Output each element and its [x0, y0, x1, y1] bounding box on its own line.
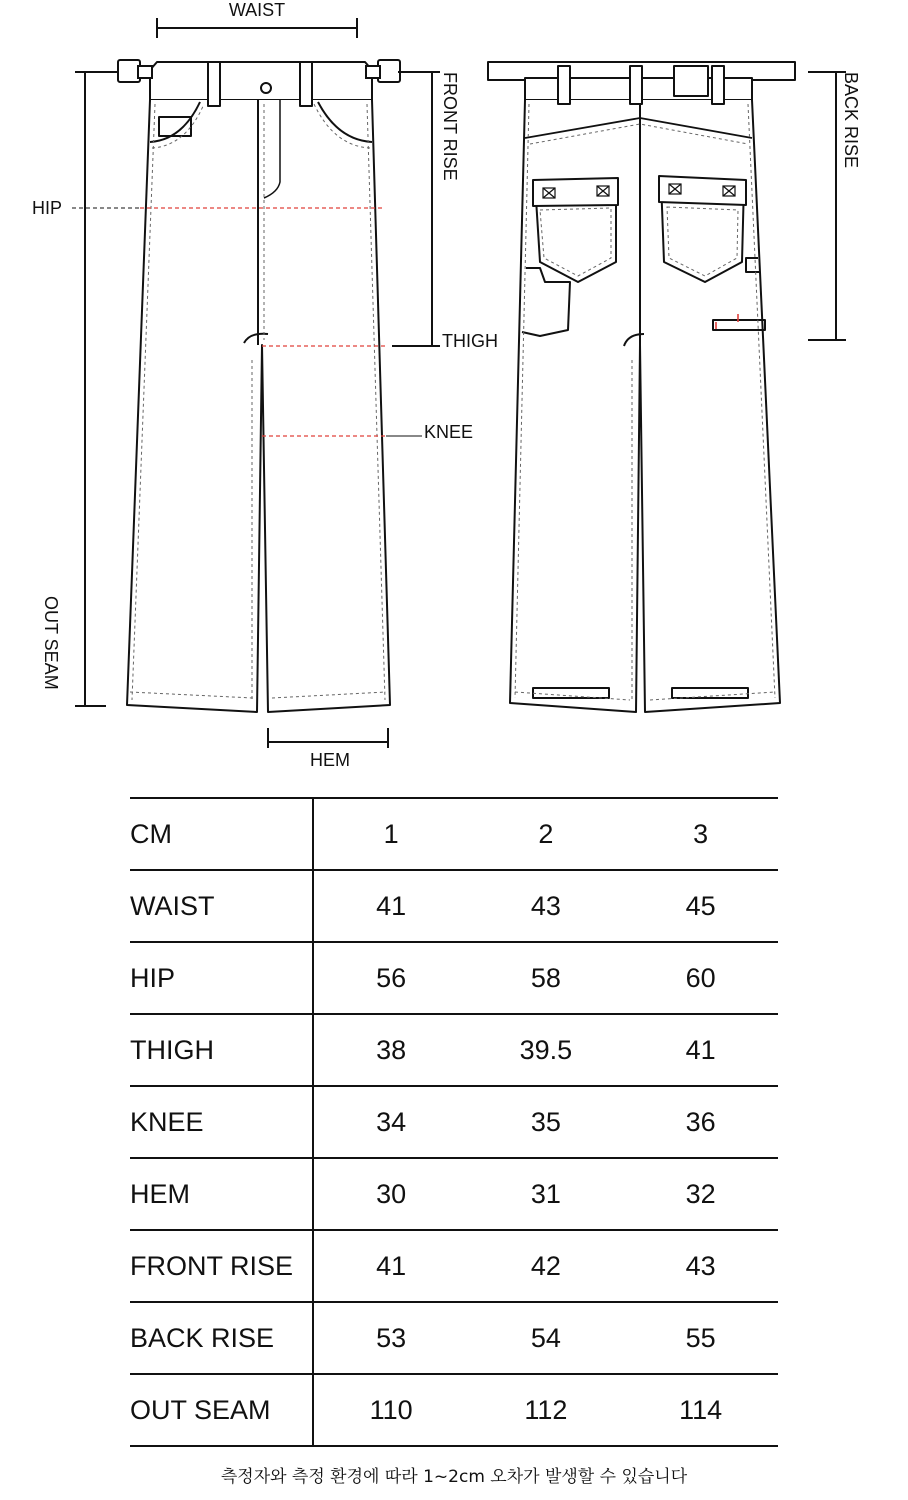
table-row [130, 1230, 778, 1302]
cell: 43 [623, 1230, 778, 1302]
row-label: KNEE [130, 1086, 313, 1158]
cell: 41 [313, 1230, 469, 1302]
cell: 38 [313, 1014, 469, 1086]
row-label: HIP [130, 942, 313, 1014]
row-label: WAIST [130, 870, 313, 942]
table-row [130, 1302, 778, 1374]
cell: 114 [623, 1374, 778, 1446]
waist-label: WAIST [228, 0, 286, 20]
back-rise-label: BACK RISE [841, 72, 861, 169]
back-view-pants [488, 62, 795, 712]
measurement-footnote: 측정자와 측정 환경에 따라 1~2cm 오차가 발생할 수 있습니다 [220, 1467, 688, 1487]
table-header-row [130, 798, 778, 870]
table-row [130, 1374, 778, 1446]
front-rise-label: FRONT RISE [440, 72, 460, 181]
row-label: THIGH [130, 1014, 313, 1086]
cell: 42 [469, 1230, 624, 1302]
cell: 31 [469, 1158, 624, 1230]
cell: 43 [469, 870, 624, 942]
cell: 45 [623, 870, 778, 942]
cell: 110 [313, 1374, 469, 1446]
cell: 41 [313, 870, 469, 942]
table-row [130, 1014, 778, 1086]
cell: 36 [623, 1086, 778, 1158]
cell: 54 [469, 1302, 624, 1374]
cell: 60 [623, 942, 778, 1014]
cell: 32 [623, 1158, 778, 1230]
size-table [130, 797, 778, 1447]
front-view-pants [127, 62, 390, 712]
cell: 53 [313, 1302, 469, 1374]
table-row [130, 1158, 778, 1230]
hem-label: HEM [310, 750, 350, 770]
row-label: FRONT RISE [130, 1230, 313, 1302]
size-header: 1 [313, 798, 469, 870]
cell: 56 [313, 942, 469, 1014]
cell: 41 [623, 1014, 778, 1086]
row-label: OUT SEAM [130, 1374, 313, 1446]
cell: 112 [469, 1374, 624, 1446]
cell: 58 [469, 942, 624, 1014]
table-row [130, 1086, 778, 1158]
row-label: BACK RISE [130, 1302, 313, 1374]
row-label: HEM [130, 1158, 313, 1230]
out-seam-label: OUT SEAM [41, 596, 61, 690]
cell: 39.5 [469, 1014, 624, 1086]
unit-label: CM [130, 798, 313, 870]
cell: 30 [313, 1158, 469, 1230]
knee-label: KNEE [424, 422, 474, 442]
thigh-label: THIGH [442, 331, 498, 351]
size-header: 2 [469, 798, 624, 870]
cell: 34 [313, 1086, 469, 1158]
table-row [130, 870, 778, 942]
size-header: 3 [623, 798, 778, 870]
hip-label: HIP [32, 198, 63, 218]
table-row [130, 942, 778, 1014]
cell: 35 [469, 1086, 624, 1158]
cell: 55 [623, 1302, 778, 1374]
